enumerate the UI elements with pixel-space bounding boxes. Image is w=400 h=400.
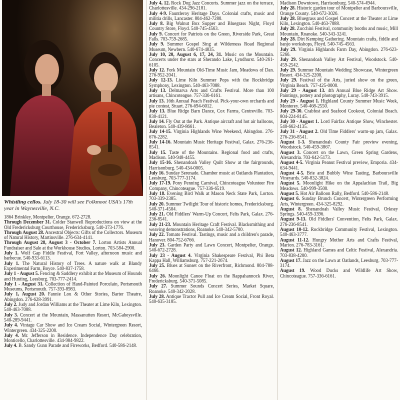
column-middle: [149, 1, 274, 399]
column-middle-box: [149, 1, 274, 399]
listing-date: August 1-3.: [280, 140, 306, 146]
listing-text: Madison Downtown, Harrisonburg. 540-574-4944.: [280, 1, 376, 6]
column-left-box: [4, 215, 142, 399]
listing-text: Music on the Mountain. Concerts under the stars at Sherando Lake, Lyndhurst. 540-261-6105.: [149, 52, 274, 68]
listing-text: Highland County Summer Music Week, Monterey. 540-468-2550.: [280, 98, 398, 109]
listing: [149, 22, 274, 32]
listing: [149, 212, 274, 222]
listing: [280, 140, 398, 150]
photo-cello-waist: [98, 164, 122, 176]
listing: [149, 253, 274, 263]
listing: [149, 99, 274, 109]
listing-text: Shenandoah Valley Art Festival, Woodstock. 540-459-2542.: [280, 57, 398, 68]
listing-text: Summer Twilight Tour of historic homes, Fredericksburg. 540-371-4504.: [149, 201, 274, 212]
photo-caption-box: [4, 199, 142, 213]
listing: [280, 228, 398, 238]
photo: [2, 0, 143, 196]
listing: [280, 238, 398, 248]
listing-date: July 14-15.: [149, 129, 172, 135]
listing-date: August 11-12.: [280, 237, 310, 243]
listing: [149, 294, 274, 304]
listing-date: August 12.: [280, 248, 302, 254]
listing: [149, 150, 274, 160]
listing: [149, 42, 274, 52]
listing-date: July 4.: [4, 323, 19, 329]
listing-date: July 4.: [4, 343, 18, 349]
listing-date: July 12.: [149, 67, 165, 73]
listing-date: July 1 - August 5.: [4, 271, 39, 277]
column-divider: [277, 0, 278, 400]
listing: [149, 130, 274, 140]
listing-date: July 15.: [149, 150, 167, 156]
listing: [280, 150, 398, 160]
listing-text: Pony Penning Carnival, Chincoteague Volunteer Fire Company, Chincoteague. 757-336-6519.: [149, 181, 274, 192]
listing-text: Rock Dog Jazz Concerts. Summer jazz on the terrace, Charlottesville. 434-296-2181.: [149, 1, 274, 12]
listing-date: July 26.: [149, 273, 166, 279]
listing-date: July 21.: [149, 212, 165, 218]
listing-text: Old Fiddlers' Warm-Up Concert, Felts Park, Galax. 276-236-8541.: [149, 212, 274, 223]
listing-text: Highland Games and Celtic Festival, Alexandria. 703-838-4200.: [280, 248, 398, 259]
listing-date: July 29.: [280, 47, 297, 53]
listing-date: August 4-5.: [280, 160, 304, 166]
listing-text: Collection of Hand-Painted Porcelain, Portsmouth Museums, Portsmouth. 757-393-8983.: [4, 281, 142, 293]
listing-text: Shenandoah Valley Quilt Show at the fairgrounds, Harrisonburg. 540-434-0005.: [149, 160, 274, 171]
listing-text: Zucchini Festival, community booths and music, Mill Mountain, Roanoke. 540-343-3241.: [280, 26, 398, 37]
listing-date: July 28.: [280, 26, 296, 32]
photo-image: [2, 0, 143, 196]
photo-cello-neck: [108, 112, 112, 152]
listing: [280, 6, 398, 16]
listing-date: July 15-16.: [149, 160, 172, 166]
listing-date: August 17.: [280, 258, 302, 264]
listing-date: July 29 - August 13.: [280, 88, 326, 94]
listing-text: Shenandoah County Fair preview evening, Woodstock. 540-459-3867.: [280, 140, 398, 151]
listing-text: Mountain Music Heritage Festival, Galax. 276-236-8541.: [149, 140, 274, 151]
listing-date: July 30 - August 1.: [280, 119, 319, 125]
photo-figure-right-neck: [101, 90, 111, 102]
listing-text: Fauntleroy Heritage Days. Colonial crafts, music and militia drills, Lancaster. 804-462-7280.: [149, 11, 274, 22]
listing-date: July 14.: [149, 119, 165, 125]
listing-date: July 29.: [280, 67, 297, 73]
listing: [149, 181, 274, 191]
photo-caption: [4, 199, 142, 213]
listing-text: Wood Ducks and Wildlife Art Show, Chincoteague. 757-336-6161.: [280, 268, 398, 279]
listing-text: Lord Fairfax Antique Show, Winchester. 540-662-4135.: [280, 119, 398, 130]
listing-text: Sunday Brunch Concert, Wintergreen Performing Arts, Wintergreen. 434-325-8292.: [280, 196, 398, 207]
listing-text: Mountain Heritage Craft Festival. Blacksmithing and weaving demonstrations, Roanoke. 540-342-5700.: [149, 222, 274, 233]
photo-figure-left-face: [35, 54, 59, 86]
listing: [280, 207, 398, 217]
listing-text: Rockbridge Community Festival, Lexington. 540-463-3777.: [280, 227, 398, 238]
photo-figure-right-face: [94, 63, 118, 93]
listing-date: July 13.: [149, 109, 166, 115]
listing: [149, 161, 274, 171]
listing: [280, 68, 398, 78]
listing: [280, 99, 398, 109]
listing-text: Big Walnut Box Supper and Bluegrass Night, Floyd Country Store, Floyd. 540-745-4563.: [149, 21, 274, 32]
listing-text: Ancestral Objects: Gifts of the Collectors. Museum of Natural History, Martinsville. 276-634-4141.: [4, 230, 142, 241]
listing: [149, 140, 274, 150]
listing-date: July 21-23.: [149, 222, 172, 228]
listing: [280, 171, 398, 181]
listing-text: Dirt Kemping Gathering. Mountain crafts, fiddle and banjo workshops, Floyd. 540-745-4563.: [280, 37, 398, 48]
listing-date: July 28.: [149, 294, 165, 300]
listing: [280, 197, 398, 207]
listing-text: Old Time Fiddlers' warm-up jam, Galax. 276-236-8541.: [280, 129, 398, 140]
listing-text: Vintage Car Show and Ice Cream Social, Wintergreen Resort, Wintergreen. 434-325-2200.: [4, 323, 142, 334]
listing-date: July 1, August 20.: [4, 292, 46, 298]
listing-date: July 18.: [149, 191, 166, 197]
photo-caption-text: July 18-30 will see Folkmoot USA's 17th year in Waynesville, N.C.: [4, 199, 133, 212]
listing-text: Summer Gospel Sing at Wilderness Road Regional Museum, Newbern. 540-674-4835.: [149, 42, 274, 53]
listing-text: Summer Mountain Wedding Showcase, Wintergreen Resort. 434-325-2200.: [280, 67, 398, 79]
listing: [149, 78, 274, 88]
listing: [4, 272, 142, 282]
listing-text: Bluegrass and Gospel Concert at the Theater at Lime Kiln, Lexington. 540-463-7088.: [280, 16, 398, 27]
photo-hand: [87, 145, 101, 155]
listing: [4, 344, 142, 349]
listing: [149, 89, 274, 99]
listing-text: Old Fiddlers' Convention, Felts Park, Galax. 276-236-8541.: [280, 217, 398, 228]
listing: [149, 68, 274, 78]
listing-date: July 13.: [149, 88, 167, 94]
column-right: [280, 1, 398, 399]
listing-text: Fork Mountain Old-Time Music Jam, Meadows of Dan. 276-952-2041.: [149, 67, 274, 79]
listing: [280, 258, 398, 268]
listing-text: Tomato Festival. Tastings, music and a children's parade, Hanover. 804-752-6766.: [149, 232, 274, 243]
listing: [4, 313, 142, 323]
listing-text: Summer Sounds Concert Series, Market Square, Roanoke. 540-342-2028.: [149, 284, 274, 295]
listing-text: Garden Party and Lawn Concert, Montpelier, Orange. 540-672-2728.: [149, 242, 274, 254]
listing: [4, 251, 142, 261]
listing: [149, 274, 274, 284]
listing: [280, 269, 398, 279]
listing-date: July 28.: [280, 37, 296, 43]
listing-text: Moonlight Hike on the Appalachian Trail, Big Meadows. 540-999-3500.: [280, 181, 398, 192]
listing-date: July 4, 12.: [149, 1, 170, 6]
listing: [149, 52, 274, 67]
listing: [4, 292, 142, 302]
listing-text: Blue Ridge Barn Dance, Cox Farms, Centreville. 703-830-4121.: [149, 109, 274, 120]
listing-text: Fly Out at the Park. Antique aircraft and hot air balloons, Bealeton. 540-439-8661.: [149, 119, 274, 130]
column-divider: [146, 0, 147, 400]
listing-text: Virginia Peanut Festival preview, Emporia. 434-634-9441.: [280, 160, 398, 171]
listing-date: July 9.: [149, 42, 165, 48]
listing-date: August 9-13.: [280, 217, 307, 223]
listing: [280, 181, 398, 191]
listing-date: July 10, 20, August 6, 17, 24, 31.: [149, 52, 223, 58]
column-right-box: [280, 1, 398, 399]
listing: [280, 27, 398, 37]
listing-text: Judy and Jordan Williams at the Theater at Lime Kiln, Lexington. 540-463-7088.: [4, 302, 142, 313]
listing-date: July 9.: [149, 31, 163, 37]
listing-date: July 31 - August 2.: [280, 129, 319, 135]
listing: [149, 119, 274, 129]
listing-date: July 29.: [280, 78, 298, 84]
listing-text: B. Sandy Gunn Parade and Fireworks, Bedford. 540-586-2148.: [18, 343, 138, 349]
listing: [280, 248, 398, 258]
listing-text: Hungry Mother Arts and Crafts Festival, Marion. 276-783-3161.: [280, 237, 398, 248]
listing-text: Concert on the Lawn, Green Spring Gardens, Alexandria. 703-642-5173.: [280, 150, 398, 161]
listing-date: July 20.: [149, 201, 165, 207]
listing-text: Concert at the Mountain, Massanutten Resort, McGaheysville. 540-289-9441.: [4, 312, 142, 323]
listing: [280, 217, 398, 227]
listing: [280, 119, 398, 129]
listing: [149, 1, 274, 11]
listing-date: August 4-5.: [280, 170, 305, 176]
listing-date: July 23.: [149, 242, 166, 248]
listing: [280, 89, 398, 99]
listing-date: August 5.: [280, 191, 300, 197]
listing-date: July 25.: [149, 263, 166, 269]
listing: [280, 78, 398, 88]
listing-text: Lime Kiln Summer Pops with the Rockbridge Symphony, Lexington. 540-463-7088.: [149, 78, 274, 89]
listing: [149, 264, 274, 274]
listing-text: Lorton Artists Annual Fundraiser and Sale at the Workhouse Studios, Lorton. 703-584-2900.: [4, 240, 142, 251]
listing-text: Virginia Highlands Farm Day, Abingdon. 276-623-5266.: [280, 47, 398, 58]
listing-text: Hot Air Balloon Rally, Bedford. 540-586-2148.: [300, 191, 390, 197]
listing: [149, 284, 274, 294]
listing-text: Concert for Patriots on the Green, Riverside Park, Great Falls. 703-759-2685.: [149, 31, 274, 43]
column-left: [4, 215, 142, 399]
listing-text: 16th Annual Peach Festival. Pick-your-own orchards and pie contest, Stuart. 276-694-6012.: [149, 98, 274, 109]
listing-text: Sunday Serenade. Chamber music at Oatlands Plantation, Leesburg. 703-777-3174.: [149, 170, 274, 182]
listing: [149, 233, 274, 243]
listing-text: Virginia Shakespeare Festival, Phi Beta Kappa Hall, Williamsburg. 757-221-2674.: [149, 253, 274, 264]
listing: [280, 37, 398, 47]
listing-date: July 14-16.: [149, 140, 172, 146]
listing: [149, 11, 274, 21]
listing: [4, 230, 142, 240]
listing-date: Through August 28, August 3 - October 7.: [4, 240, 97, 246]
listing: [4, 282, 142, 292]
listing-date: July 29.: [280, 57, 297, 63]
listing-text: Delmarva Arts and Crafts Festival. More than 100 artisans, Chincoteague. 757-336-6161.: [149, 88, 274, 99]
listing: [4, 220, 142, 230]
listing-date: July 3.: [4, 312, 19, 318]
listing-text: Colder Stanwell Reproductions on view at the Old Fredericksburg Courthouse, Fredericksburg. 540-373-1776.: [4, 220, 142, 231]
listing-text: Evening Bird Walk at Mason Neck State Park, Lorton. 703-339-2385.: [149, 191, 274, 202]
listing: [280, 109, 398, 119]
listing-date: July 4-9.: [149, 11, 168, 17]
listing-text: Mr. Jefferson in Residence. Independence Day celebration, Monticello, Charlottesville. 434-984-9822.: [4, 333, 142, 344]
listing: [149, 191, 274, 201]
listing-date: July 1.: [4, 261, 20, 267]
listing: [280, 58, 398, 68]
listing-text: Brie and Bubbly Wine Tasting, Barboursville Vineyards. 540-832-3824.: [280, 170, 398, 182]
listing-text: Festival of the Arts, juried show on the green, Virginia Beach. 757-425-0000.: [280, 78, 398, 89]
listing-text: Shenandoah Valley Music Festival, Orkney Springs. 540-459-3396.: [280, 206, 398, 218]
listing: [280, 47, 398, 57]
listing-date: August 5.: [280, 181, 301, 187]
listing: [149, 171, 274, 181]
listing-text: Taste of the Mountains. Regional food and crafts, Madison. 540-948-4455.: [149, 150, 274, 161]
listing-text: Moonlight Canoe Float on the Rappahannock River, Fredericksburg. 540-371-5085.: [149, 273, 274, 285]
listing-text: Virginia Highlands Wine Weekend, Abingdon. 276-676-2282.: [149, 129, 274, 140]
listing: [4, 241, 142, 251]
listing-date: July 29 - August 1.: [280, 98, 320, 104]
listing-date: Through December 31.: [4, 220, 52, 226]
listing: [4, 323, 142, 333]
listing-date: July 2.: [4, 302, 18, 308]
listing-date: July 27.: [149, 284, 168, 290]
listing-date: July 17-19.: [149, 181, 172, 187]
listing-text: Fencing & Saddlery exhibit at the Museum of Hounds and Hunting, Leesburg. 703-777-2414.: [4, 271, 142, 282]
listing: [149, 222, 274, 232]
listing-text: The Natural History of Trees. A nature walk at Blandy Experimental Farm, Boyce. 540-837-1758.: [4, 261, 142, 272]
listing-text: 4th Annual Blue Ridge Art Show. Paintings, pottery and photography, Luray. 540-743-3915.: [280, 88, 398, 99]
listing-date: July 16.: [149, 170, 165, 176]
listing-date: July 1 - August 31.: [4, 281, 44, 287]
listing: [4, 303, 142, 313]
listing-date: July 22.: [149, 232, 165, 238]
listing-date: July 12-13.: [149, 78, 173, 84]
listing-text: Fannie Lou & Other Stories, Barter Theatre, Abingdon. 276-628-3991.: [4, 292, 142, 303]
listing-date: August 3.: [280, 150, 301, 156]
listing: [280, 16, 398, 26]
listing-text: Historic garden tour of Montpelier and Barboursville, Orange County. 540-672-3026.: [280, 6, 398, 17]
listing-date: July 13.: [149, 98, 165, 104]
listing: [280, 130, 398, 140]
listing-date: July 28.: [280, 16, 296, 22]
listing-date: July 28.: [280, 6, 296, 12]
listing-date: August 6.: [280, 196, 300, 202]
listing-text: 1864 Brinkley, Montpelier, Orange. 672-2728.: [4, 215, 92, 220]
listing-date: August 10-12.: [280, 227, 309, 233]
listing-date: July 4.: [4, 333, 19, 339]
listing: [4, 261, 142, 271]
listing-date: July 1.: [4, 251, 19, 257]
photo-figure-left-neck: [42, 84, 51, 96]
listing-date: July 8.: [149, 21, 164, 27]
listing-date: August 19.: [280, 268, 306, 274]
photo-caption-lead: Whistling cellos.: [4, 199, 42, 205]
listing-date: July 29-30.: [280, 109, 303, 115]
listing: [149, 109, 274, 119]
listing-text: Blues at Sunset on the Riverfront, Richmond. 804-788-6466.: [149, 263, 274, 274]
listing-date: July 23 - August 4.: [149, 253, 192, 259]
listing-text: Wolf Gap Fiddle Festival, Fort Valley, afternoon music and barbecue. 540-933-6113.: [4, 251, 142, 262]
listing-text: Crabfest and Seafood Cookout, Colonial Beach. 804-224-8145.: [280, 109, 398, 120]
listing: [149, 202, 274, 212]
listing-text: Antique Tractor Pull and Ice Cream Social, Front Royal. 540-635-3185.: [149, 294, 274, 305]
listing-date: August 8.: [280, 206, 302, 212]
listing: [280, 161, 398, 171]
listing: [149, 243, 274, 253]
listing-text: Jazz on the Lawn at Oatlands, Leesburg. 703-777-3174.: [280, 258, 398, 269]
listing: [149, 32, 274, 42]
listing: [4, 333, 142, 343]
listing-date: Through August 28.: [4, 230, 45, 236]
